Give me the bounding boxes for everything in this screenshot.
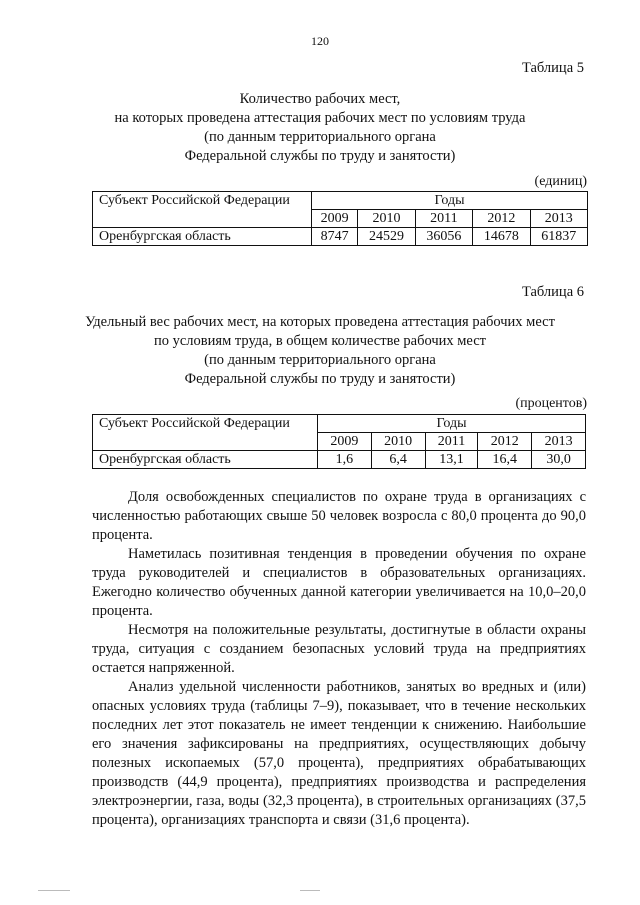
table5-year: 2013 [530,210,587,228]
table-row [93,228,588,246]
table5-title-line: Количество рабочих мест, [239,91,401,107]
paragraph: Наметилась позитивная тенденция в проведении обучения по охране труда руководителей и специалистов в образовательных организациях. Ежегодно количество обученных данной категории увеличивается на 10,0–20,0 процента. [92,546,586,619]
footer-mark [38,890,70,891]
table6-value: 30,0 [532,451,586,469]
table6-value: 6,4 [371,451,425,469]
table6-header-subject: Субъект Российской Федерации [93,415,318,451]
paragraph: Доля освобожденных специалистов по охране труда в организациях с численностью работающих свыше 50 человек возросла с 80,0 процента до 90,0 процента. [92,489,586,543]
table5-label: Таблица 5 [521,60,584,76]
table6-value: 13,1 [425,451,478,469]
table5-row-subject: Оренбургская область [93,228,312,246]
table6-value: 16,4 [478,451,532,469]
table6-year: 2011 [425,433,478,451]
page-number: 120 [311,34,329,48]
table5-title-line: Федеральной службы по труду и занятости) [184,148,456,164]
body-text [92,488,586,830]
table5 [92,191,588,246]
table5-value: 14678 [473,228,530,246]
table6-label: Таблица 6 [521,284,584,300]
table6-unit: (процентов) [515,396,587,411]
table5-title [0,90,640,166]
table5-value: 36056 [415,228,472,246]
table6-value: 1,6 [318,451,372,469]
table6-year: 2009 [318,433,372,451]
table-row [93,451,586,469]
table6-year: 2012 [478,433,532,451]
table5-header-years: Годы [312,192,588,210]
table5-title-line: на которых проведена аттестация рабочих мест по условиям труда [114,110,526,126]
table6-title [0,313,640,389]
table5-year: 2012 [473,210,530,228]
table6-year: 2010 [371,433,425,451]
table5-header-subject: Субъект Российской Федерации [93,192,312,228]
paragraph: Несмотря на положительные результаты, достигнутые в области охраны труда, ситуация с созданием безопасных условий труда на предприятиях остается напряженной. [92,622,586,676]
table5-value: 8747 [312,228,358,246]
table5-title-line: (по данным территориального органа [204,129,436,145]
table6-year: 2013 [532,433,586,451]
footer-mark [300,890,320,891]
table6-header-years: Годы [318,415,586,433]
table5-unit: (единиц) [534,174,587,189]
table6-title-line: по условиям труда, в общем количестве рабочих мест [153,333,486,349]
table5-value: 61837 [530,228,587,246]
table6-title-line: Федеральной службы по труду и занятости) [184,371,456,387]
table6-row-subject: Оренбургская область [93,451,318,469]
table5-year: 2010 [358,210,415,228]
paragraph: Анализ удельной численности работников, занятых во вредных и (или) опасных условиях труда (таблицы 7–9), показывает, что в течение нескольких последних лет этот показатель не имеет тенденции к снижению. Наибольшие его значения зафиксированы на предприятиях, осуществляющих добычу полезных ископаемых (57,0 процента), предприятиях обрабатывающих производств (44,9 процента), предприятиях производства и распределения электроэнергии, газа, воды (32,3 процента), в строительных организациях (37,5 процента), организациях транспорта и связи (31,6 процента). [92,679,586,828]
table5-year: 2009 [312,210,358,228]
table6-title-line: (по данным территориального органа [204,352,436,368]
table6-title-line: Удельный вес рабочих мест, на которых проведена аттестация рабочих мест [85,314,555,330]
table5-value: 24529 [358,228,415,246]
table6 [92,414,586,469]
table5-year: 2011 [415,210,472,228]
